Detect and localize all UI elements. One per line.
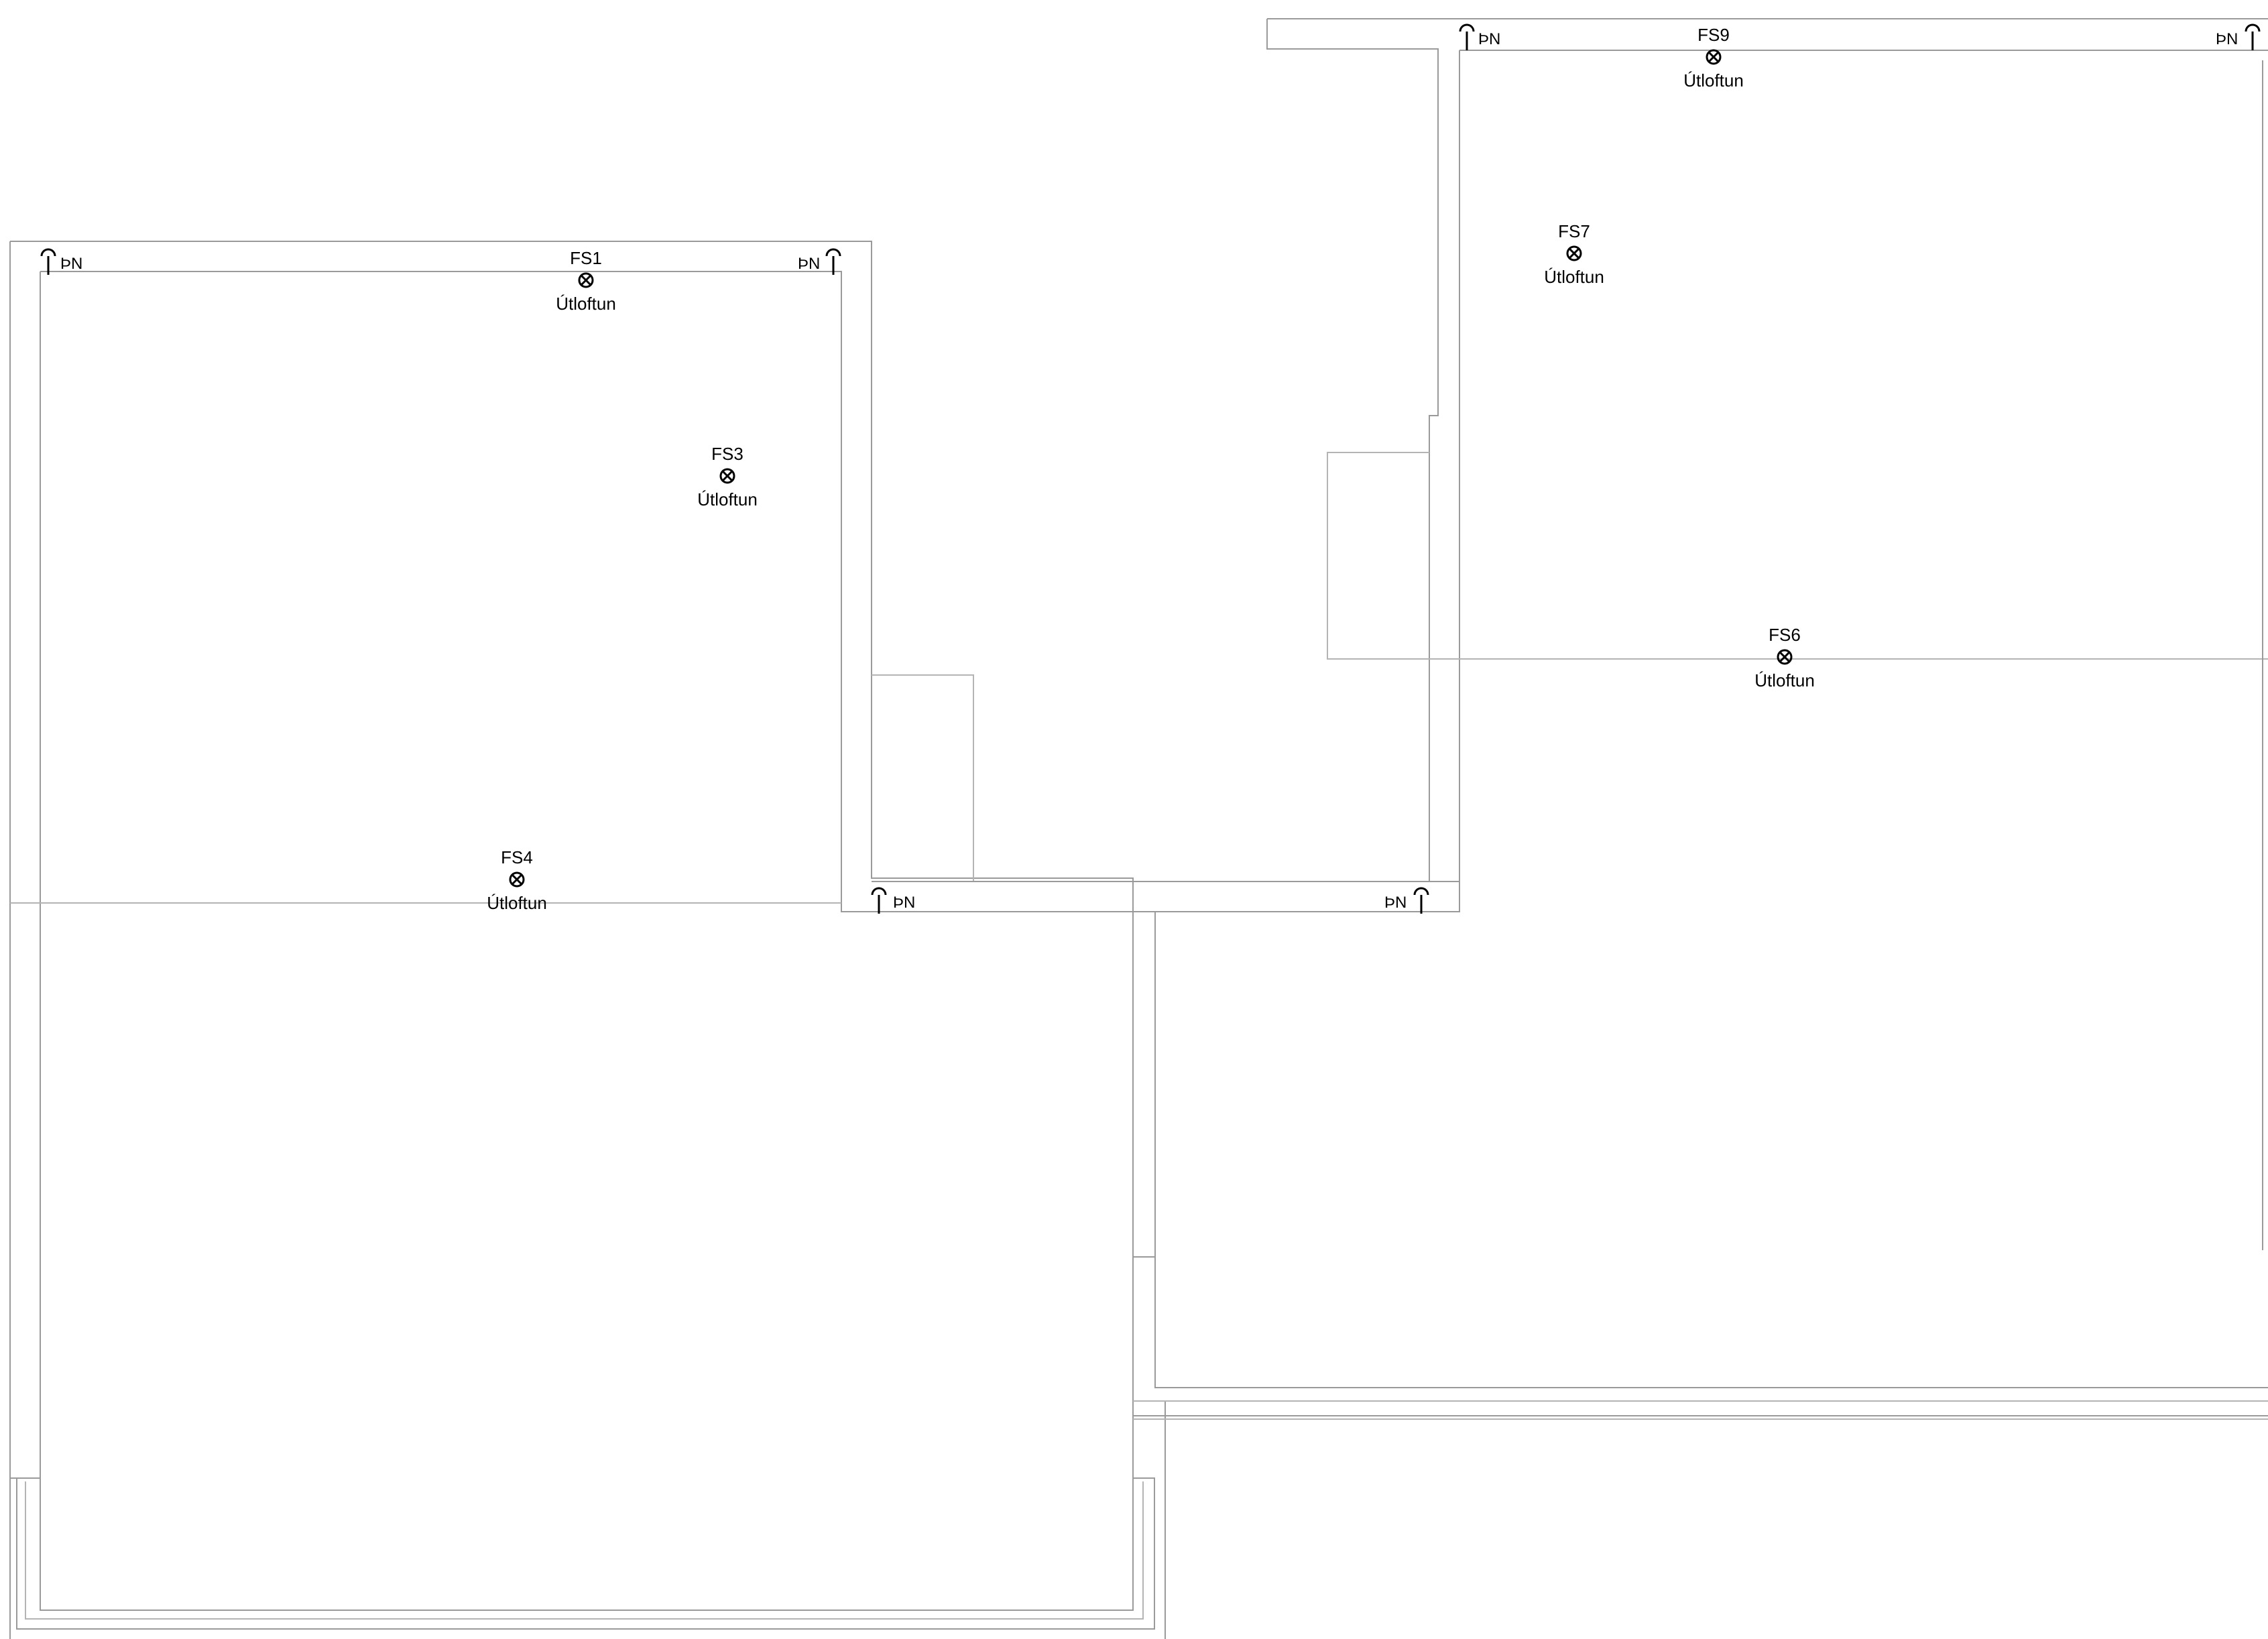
fixture-fs4 — [487, 847, 547, 913]
detector-label: ÞN — [2216, 30, 2239, 48]
wall-left-outer — [10, 241, 1165, 1639]
exhaust-fan-icon — [510, 873, 524, 886]
detector-label: ÞN — [1478, 30, 1501, 48]
detector-pn-6 — [2216, 25, 2259, 50]
detector-label: ÞN — [1384, 894, 1407, 912]
walls — [10, 19, 2268, 1639]
wall-closet — [872, 675, 973, 882]
fixture-code: FS9 — [1697, 25, 1730, 45]
smoke-detector-icon — [872, 888, 886, 914]
fixture-code: FS3 — [711, 444, 743, 464]
exhaust-fan-icon — [1778, 650, 1791, 664]
wall-west-inner — [40, 271, 1133, 1610]
fixture-fs7 — [1544, 221, 1604, 287]
wall-corridor-bottom — [841, 50, 1459, 912]
fixture-code: FS6 — [1769, 625, 1801, 645]
fixture-code: FS7 — [1558, 221, 1590, 241]
exhaust-fan-icon — [579, 274, 593, 287]
wall-right-room-west — [1155, 912, 2268, 1388]
fixture-desc: Útloftun — [487, 893, 547, 913]
smoke-detector-icon — [2246, 25, 2259, 50]
detector-pn-4 — [1384, 888, 1428, 914]
exhaust-fan-icon — [1707, 50, 1720, 64]
smoke-detector-icon — [1460, 25, 1474, 50]
fixture-fs1 — [556, 248, 616, 314]
fixture-fs9 — [1683, 25, 1744, 90]
detector-pn-1 — [42, 249, 82, 275]
fixture-desc: Útloftun — [1544, 267, 1604, 287]
wall-room-fs1-inner — [40, 271, 1133, 912]
exhaust-fan-icon — [1567, 247, 1581, 260]
fixture-fs6 — [1754, 625, 1815, 690]
wall-right-top-inner — [1267, 19, 1459, 882]
detector-pn-2 — [798, 249, 840, 275]
detector-label: ÞN — [798, 255, 821, 273]
wall-corner-sw — [10, 1478, 1154, 1629]
fixture-desc: Útloftun — [1754, 670, 1815, 690]
smoke-detector-icon — [1415, 888, 1428, 914]
detector-label: ÞN — [893, 894, 916, 912]
wall-corner-sw-2 — [25, 1481, 1143, 1619]
detector-pn-3 — [872, 888, 915, 914]
fixture-code: FS4 — [501, 847, 533, 867]
fixture-desc: Útloftun — [1683, 70, 1744, 90]
fixture-code: FS1 — [570, 248, 602, 268]
fixture-desc: Útloftun — [556, 294, 616, 314]
fixture-fs3 — [697, 444, 758, 509]
fixture-desc: Útloftun — [697, 489, 758, 509]
exhaust-fan-icon — [721, 469, 734, 483]
detector-pn-5 — [1460, 25, 1500, 50]
detector-label: ÞN — [60, 255, 83, 273]
